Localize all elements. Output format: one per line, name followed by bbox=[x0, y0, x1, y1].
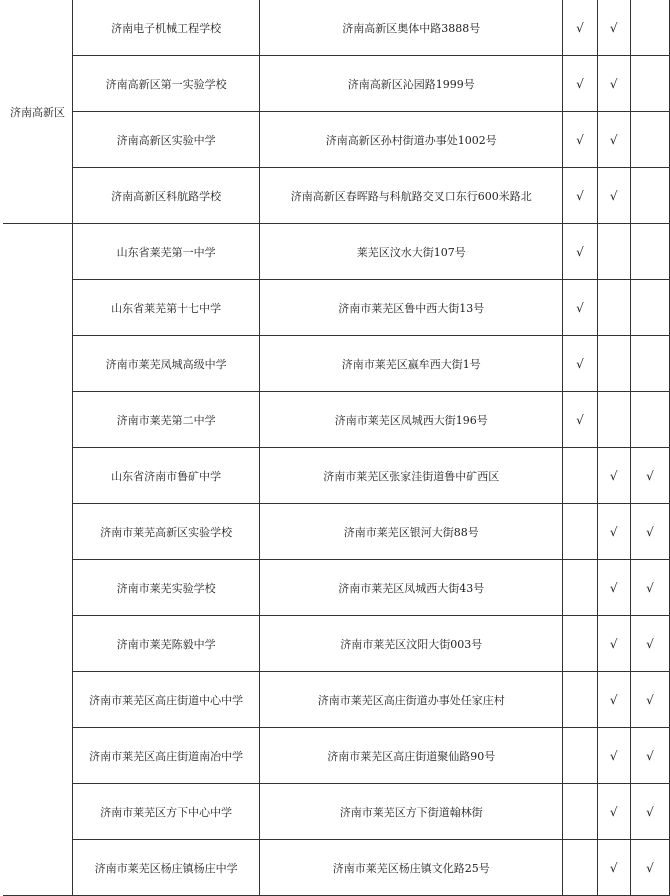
check-cell-c3: √ bbox=[630, 728, 669, 784]
table-row bbox=[3, 336, 670, 392]
check-cell-c2: √ bbox=[597, 672, 630, 728]
check-cell-c3 bbox=[630, 0, 669, 56]
check-cell-c1: √ bbox=[563, 56, 597, 112]
check-cell-c1: √ bbox=[563, 280, 597, 336]
school-name-cell: 济南市莱芜第二中学 bbox=[73, 392, 260, 448]
address-cell: 济南高新区春晖路与科航路交叉口东行600米路北 bbox=[260, 168, 563, 224]
check-cell-c1 bbox=[563, 560, 597, 616]
address-cell: 济南高新区沁园路1999号 bbox=[260, 56, 563, 112]
address-cell: 济南市莱芜区鲁中西大街13号 bbox=[260, 280, 563, 336]
check-cell-c2: √ bbox=[597, 616, 630, 672]
school-name-cell: 济南市莱芜区高庄街道南冶中学 bbox=[73, 728, 260, 784]
check-cell-c3 bbox=[630, 336, 669, 392]
table-row bbox=[3, 112, 670, 168]
address-cell: 济南市莱芜区汶阳大街003号 bbox=[260, 616, 563, 672]
check-cell-c3 bbox=[630, 112, 669, 168]
check-cell-c3 bbox=[630, 392, 669, 448]
school-name-cell: 济南高新区第一实验学校 bbox=[73, 56, 260, 112]
check-cell-c1 bbox=[563, 448, 597, 504]
check-cell-c1: √ bbox=[563, 224, 597, 280]
school-table-body bbox=[3, 0, 670, 896]
check-cell-c2: √ bbox=[597, 784, 630, 840]
school-name-cell: 济南市莱芜区方下中心中学 bbox=[73, 784, 260, 840]
school-name-cell: 济南高新区科航路学校 bbox=[73, 168, 260, 224]
check-cell-c2: √ bbox=[597, 560, 630, 616]
check-cell-c1: √ bbox=[563, 0, 597, 56]
check-cell-c1 bbox=[563, 672, 597, 728]
school-table bbox=[3, 0, 670, 896]
check-cell-c3: √ bbox=[630, 560, 669, 616]
table-row bbox=[3, 280, 670, 336]
table-row bbox=[3, 784, 670, 840]
address-cell: 莱芜区汶水大街107号 bbox=[260, 224, 563, 280]
check-cell-c1 bbox=[563, 784, 597, 840]
check-cell-c3: √ bbox=[630, 448, 669, 504]
school-name-cell: 济南市莱芜凤城高级中学 bbox=[73, 336, 260, 392]
check-cell-c1: √ bbox=[563, 168, 597, 224]
check-cell-c3 bbox=[630, 168, 669, 224]
check-cell-c3: √ bbox=[630, 840, 669, 896]
school-name-cell: 山东省济南市鲁矿中学 bbox=[73, 448, 260, 504]
table-row bbox=[3, 392, 670, 448]
check-cell-c1 bbox=[563, 840, 597, 896]
school-name-cell: 济南市莱芜陈毅中学 bbox=[73, 616, 260, 672]
check-cell-c2: √ bbox=[597, 504, 630, 560]
address-cell: 济南市莱芜区凤城西大街43号 bbox=[260, 560, 563, 616]
check-cell-c2: √ bbox=[597, 448, 630, 504]
address-cell: 济南市莱芜区高庄街道办事处任家庄村 bbox=[260, 672, 563, 728]
table-row bbox=[3, 448, 670, 504]
address-cell: 济南市莱芜区张家洼街道鲁中矿西区 bbox=[260, 448, 563, 504]
table-row bbox=[3, 672, 670, 728]
address-cell: 济南市莱芜区方下街道翰林街 bbox=[260, 784, 563, 840]
check-cell-c2 bbox=[597, 336, 630, 392]
check-cell-c2: √ bbox=[597, 112, 630, 168]
table-row bbox=[3, 168, 670, 224]
school-name-cell: 济南市莱芜高新区实验学校 bbox=[73, 504, 260, 560]
address-cell: 济南高新区奥体中路3888号 bbox=[260, 0, 563, 56]
check-cell-c2: √ bbox=[597, 728, 630, 784]
table-row bbox=[3, 224, 670, 280]
school-name-cell: 山东省莱芜第十七中学 bbox=[73, 280, 260, 336]
check-cell-c3 bbox=[630, 56, 669, 112]
table-row bbox=[3, 840, 670, 896]
check-cell-c2: √ bbox=[597, 0, 630, 56]
table-row bbox=[3, 560, 670, 616]
check-cell-c2 bbox=[597, 392, 630, 448]
table-row bbox=[3, 0, 670, 56]
address-cell: 济南市莱芜区凤城西大街196号 bbox=[260, 392, 563, 448]
check-cell-c2: √ bbox=[597, 56, 630, 112]
school-name-cell: 济南高新区实验中学 bbox=[73, 112, 260, 168]
check-cell-c1: √ bbox=[563, 392, 597, 448]
check-cell-c1: √ bbox=[563, 336, 597, 392]
check-cell-c1 bbox=[563, 728, 597, 784]
check-cell-c2 bbox=[597, 224, 630, 280]
address-cell: 济南市莱芜区嬴牟西大街1号 bbox=[260, 336, 563, 392]
district-cell bbox=[3, 224, 73, 896]
check-cell-c3: √ bbox=[630, 616, 669, 672]
school-name-cell: 山东省莱芜第一中学 bbox=[73, 224, 260, 280]
address-cell: 济南高新区孙村街道办事处1002号 bbox=[260, 112, 563, 168]
check-cell-c1: √ bbox=[563, 112, 597, 168]
school-name-cell: 济南市莱芜区高庄街道中心中学 bbox=[73, 672, 260, 728]
table-row bbox=[3, 504, 670, 560]
check-cell-c3: √ bbox=[630, 784, 669, 840]
check-cell-c1 bbox=[563, 616, 597, 672]
check-cell-c3: √ bbox=[630, 504, 669, 560]
check-cell-c2 bbox=[597, 280, 630, 336]
district-cell: 济南高新区 bbox=[3, 0, 73, 224]
school-name-cell: 济南市莱芜区杨庄镇杨庄中学 bbox=[73, 840, 260, 896]
table-row bbox=[3, 616, 670, 672]
check-cell-c3 bbox=[630, 280, 669, 336]
check-cell-c3: √ bbox=[630, 672, 669, 728]
check-cell-c3 bbox=[630, 224, 669, 280]
address-cell: 济南市莱芜区银河大街88号 bbox=[260, 504, 563, 560]
school-name-cell: 济南市莱芜实验学校 bbox=[73, 560, 260, 616]
check-cell-c1 bbox=[563, 504, 597, 560]
table-row bbox=[3, 728, 670, 784]
check-cell-c2: √ bbox=[597, 840, 630, 896]
school-name-cell: 济南电子机械工程学校 bbox=[73, 0, 260, 56]
address-cell: 济南市莱芜区杨庄镇文化路25号 bbox=[260, 840, 563, 896]
table-row bbox=[3, 56, 670, 112]
address-cell: 济南市莱芜区高庄街道聚仙路90号 bbox=[260, 728, 563, 784]
check-cell-c2: √ bbox=[597, 168, 630, 224]
